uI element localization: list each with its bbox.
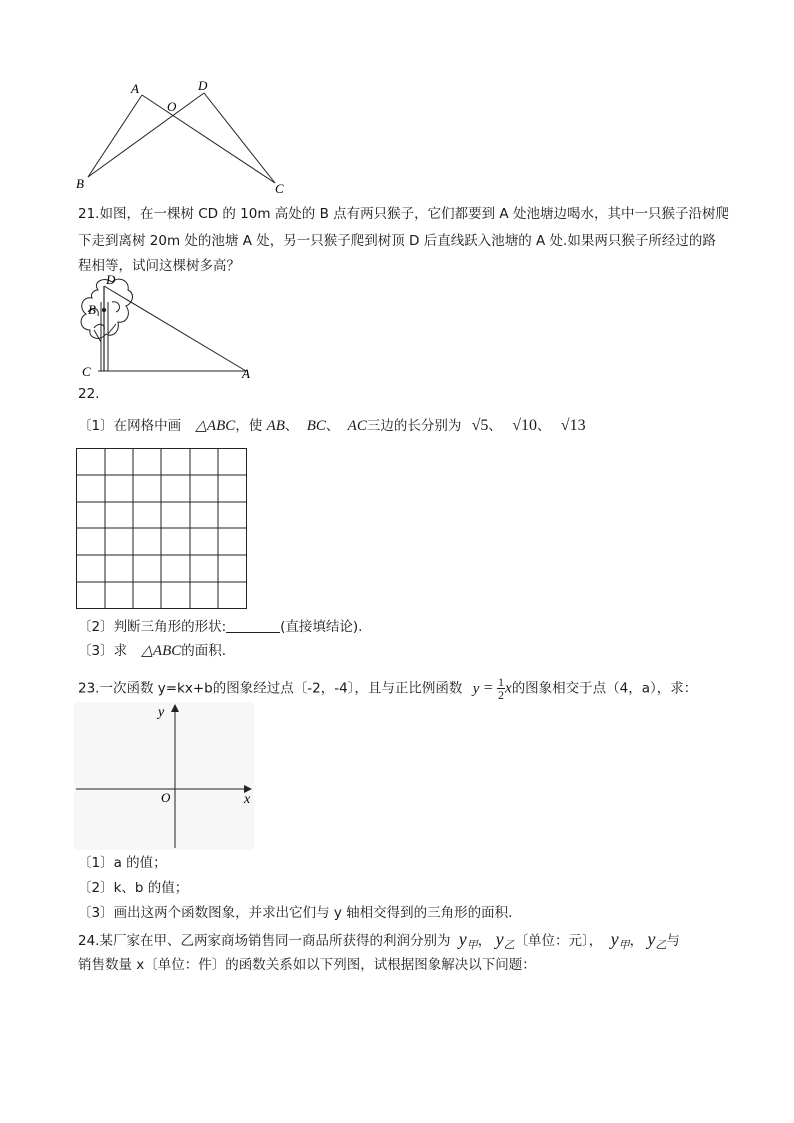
q22-part1-mid: ，使 [235,418,263,434]
answer-blank[interactable] [226,618,280,633]
point-o-label: O [167,99,177,114]
q22-part3-prefix: 〔3〕求 [78,643,128,659]
q22-sep3: 、 [488,418,502,434]
q23-statement [78,676,697,701]
point-b-label: B [76,176,84,191]
q22-part1-suffix: 三边的长分别为 [366,418,462,434]
q23-prefix: 23.一次函数 y=kx+b的图象经过点〔-2，-4〕，且与正比例函数 [78,680,463,697]
q22-part3 [78,641,226,661]
q23-suffix: 的图象相交于点（4，a），求： [511,680,698,697]
q22-number: 22. [78,386,100,402]
q24-y-jia2: y [610,929,619,949]
q24-sub-jia: 甲 [466,938,478,952]
q21-text-line2: 下走到离树 20m 处的池塘 A 处，另一只猴子爬到树顶 D 后直线跃入池塘的 A 处.如果两只猴子所经过的路 [78,233,716,249]
q22-part2-suffix: (直接填结论). [280,619,363,635]
q24-sub-jia2: 甲 [618,938,630,952]
q23-frac-den: 2 [498,688,505,702]
q22-side-ab: AB [266,418,285,434]
tree-d-label: D [106,272,116,287]
q23-item3: 〔3〕画出这两个函数图象，并求出它们与 y 轴相交得到的三角形的面积． [78,905,522,921]
q24-with: 与 [666,933,680,949]
point-d-label: D [198,78,208,93]
q22-side-ac: AC [347,418,367,434]
q22-part1-prefix: 〔1〕在网格中画 [78,418,182,434]
q24-comma1: ， [477,933,492,949]
q22-sep1: 、 [284,418,299,434]
q24-y-yi2: y [647,929,656,949]
q24-unit: 〔单位：元〕， [514,933,603,949]
crossing-triangles-figure [70,76,300,198]
q24-y-yi: y [495,929,504,949]
q22-part2 [78,617,362,637]
q22-part3-triangle: △ABC [141,643,182,659]
q22-root10: √10 [512,417,537,434]
q22-side-bc: BC [306,418,326,434]
q22-part3-suffix: 的面积. [181,643,227,659]
tree-b-label: B [88,302,96,317]
q22-part2-prefix: 〔2〕判断三角形的形状: [78,619,227,635]
tree-a-label: A [242,366,250,381]
q22-root13: √13 [560,417,586,434]
tree-figure [74,272,258,382]
q23-item1: 〔1〕a 的值； [78,855,167,871]
q22-part1 [78,416,586,436]
q21-text-line3: 程相等，试问这棵树多高？ [78,258,240,274]
tree-c-label: C [82,364,91,379]
q23-fraction [497,676,505,701]
point-c-label: C [275,181,284,196]
q24-sub-yi2: 乙 [655,938,667,952]
q24-y-jia: y [458,929,467,949]
x-axis-label: x [244,792,251,807]
coordinate-axes [74,702,254,850]
drawing-grid[interactable] [76,448,248,610]
q23-func-y: y [472,680,480,697]
origin-label: O [161,790,171,805]
q24-line2: 销售数量 x〔单位：件〕的函数关系如以下列图，试根据图象解决以下问题： [78,957,536,973]
q22-sep2: 、 [325,418,340,434]
q24-comma2: ， [629,933,644,949]
q23-func-x: x [505,680,512,697]
q23-func-eq: = [483,679,493,697]
q22-sep4: 、 [536,418,551,434]
q24-sub-yi: 乙 [503,938,515,952]
q21-text-line1: 21.如图，在一棵树 CD 的 10m 高处的 B 点有两只猴子，它们都要到 A 处池塘边喝水，其中一只猴子沿树爬 [78,206,729,222]
q23-item2: 〔2〕k、b 的值； [78,880,189,896]
q23-frac-num: 1 [498,675,505,689]
q24-line1-prefix: 24.某厂家在甲、乙两家商场销售同一商品所获得的利润分别为 [78,933,451,949]
point-a-label: A [131,81,139,96]
point-b-dot [102,308,106,312]
y-axis-label: y [158,705,165,720]
q22-root5: √5 [471,417,489,434]
q22-triangle-abc: △ABC [195,418,236,434]
q24-line1 [78,928,680,957]
